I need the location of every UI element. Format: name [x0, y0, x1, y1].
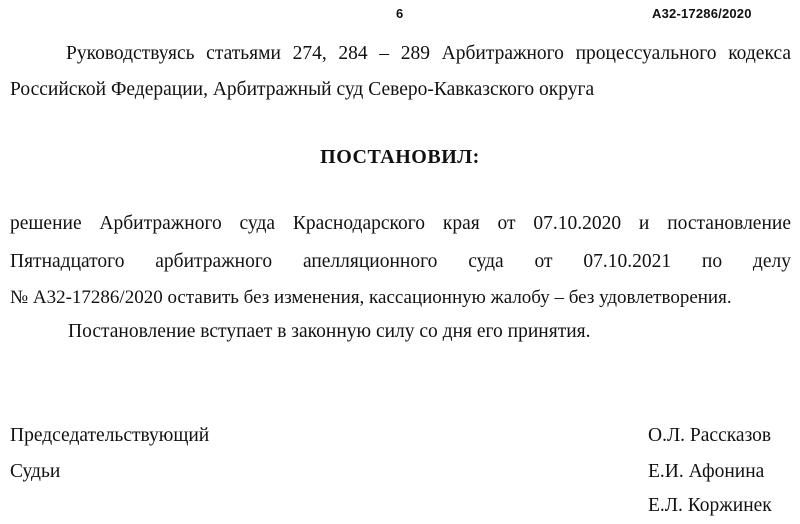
presiding-judge-name: О.Л. Рассказов [648, 425, 772, 446]
judge-2-name: Е.Л. Коржинек [648, 495, 772, 516]
decision-line-3: № А32-17286/2020 оставить без изменения, кассационную жалобу – без удовлетворения. [10, 287, 732, 308]
effective-statement: Постановление вступает в законную силу со дня его принятия. [68, 321, 591, 342]
judges-label: Судьи [10, 461, 61, 482]
ruling-title: ПОСТАНОВИЛ: [320, 146, 480, 168]
preamble-line-2: Российской Федерации, Арбитражный суд Северо-Кавказского округа [10, 79, 595, 100]
case-number: А32-17286/2020 [652, 6, 752, 21]
presiding-label: Председательствующий [10, 425, 210, 446]
decision-line-1: решение Арбитражного суда Краснодарского края от 07.10.2020 и постановление [10, 213, 791, 234]
decision-line-2: Пятнадцатого арбитражного апелляционного суда от 07.10.2021 по делу [10, 251, 791, 272]
page-number: 6 [396, 6, 404, 21]
judge-1-name: Е.И. Афонина [648, 461, 765, 482]
preamble-line-1: Руководствуясь статьями 274, 284 – 289 Арбитражного процессуального кодекса [66, 43, 791, 64]
